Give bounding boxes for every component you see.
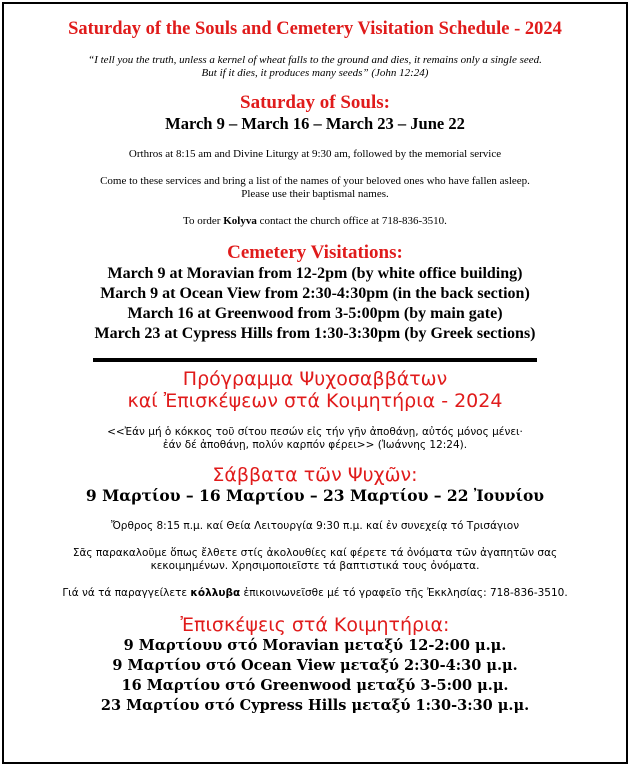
english-kolyva-order — [4, 215, 626, 228]
greek-quote-line-2: ἐάν δέ ἀποθάνῃ, πολύν καρπόν φέρει>> (Ἰωάννης 12:24). — [162, 439, 468, 451]
greek-page-title — [4, 368, 626, 412]
greek-title-line-2: καί Ἐπισκέψεων στά Κοιμητήρια - 2024 — [127, 390, 503, 412]
greek-saturday-of-souls-heading: Σάββατα τῶν Ψυχῶν: — [212, 464, 418, 486]
greek-order-prefix: Γιά νά τά παραγγείλετε — [62, 587, 191, 599]
english-order-prefix: To order — [183, 215, 224, 227]
english-service-times: Orthros at 8:15 am and Divine Liturgy at 9:30 am, followed by the memorial service — [128, 148, 502, 160]
greek-kolyva-order — [4, 587, 626, 600]
page-title: Saturday of the Souls and Cemetery Visitation Schedule - 2024 — [68, 19, 562, 39]
saturday-of-souls-dates: March 9 – March 16 – March 23 – June 22 — [165, 114, 465, 133]
greek-names-instruction — [4, 547, 626, 573]
english-visitation-list — [4, 264, 626, 344]
english-kolyva-word: Kolyva — [223, 215, 257, 227]
greek-names-line-1: Σᾶς παρακαλοῦμε ὅπως ἔλθετε στίς ἀκολουθίες καί φέρετε τά ὀνόματα τῶν ἀγαπητῶν σας — [72, 547, 558, 559]
section-divider — [93, 358, 537, 362]
english-order-suffix: contact the church office at 718-836-3510. — [256, 215, 447, 227]
english-visitation-item: March 23 at Cypress Hills from 1:30-3:30pm (by Greek sections) — [94, 325, 536, 342]
greek-visitation-list — [4, 636, 626, 716]
greek-service-times: Ὄρθρος 8:15 π.μ. καί Θεία Λειτουργία 9:30 π.μ. καί ἐν συνεχείᾳ τό Τρισάγιον — [110, 520, 520, 532]
greek-order-suffix: ἐπικοινωνεῖσθε μέ τό γραφεῖο τῆς Ἐκκλησίας: 718-836-3510. — [240, 587, 568, 599]
english-names-line-1: Come to these services and bring a list of the names of your beloved ones who have fallen asleep. — [100, 175, 530, 187]
english-visitation-item: March 9 at Ocean View from 2:30-4:30pm (in the back section) — [100, 285, 530, 302]
english-quote-line-2: But if it dies, it produces many seeds” (John 12:24) — [201, 67, 429, 79]
greek-quote-line-1: <<Ἐάν μή ὁ κόκκος τοῦ σίτου πεσών εἰς τήν γῆν ἀποθάνῃ, αὐτός μόνος μένει· — [107, 426, 523, 438]
greek-scripture-quote — [4, 426, 626, 452]
english-names-instruction — [4, 175, 626, 201]
greek-visitation-item: 9 Μαρτίου στό Ocean View μεταξύ 2:30-4:30 μ.μ. — [112, 657, 518, 674]
english-visitation-item: March 9 at Moravian from 12-2pm (by white office building) — [107, 265, 523, 282]
english-visitation-item: March 16 at Greenwood from 3-5:00pm (by main gate) — [127, 305, 503, 322]
english-names-line-2: Please use their baptismal names. — [241, 188, 389, 200]
schedule-flyer — [2, 2, 628, 764]
greek-saturday-of-souls-dates: 9 Μαρτίου – 16 Μαρτίου – 23 Μαρτίου – 22 Ἰουνίου — [85, 486, 545, 505]
greek-title-line-1: Πρόγραμμα Ψυχοσαββάτων — [182, 368, 448, 390]
english-quote-line-1: “I tell you the truth, unless a kernel of wheat falls to the ground and dies, it remains only a single seed. — [88, 54, 542, 66]
english-scripture-quote — [4, 54, 626, 80]
saturday-of-souls-heading: Saturday of Souls: — [240, 92, 390, 113]
greek-kolyva-word: κόλλυβα — [190, 587, 241, 599]
greek-names-line-2: κεκοιμημένων. Χρησιμοποιεῖστε τά βαπτιστικά τους ὀνόματα. — [150, 560, 480, 572]
greek-visitation-item: 23 Μαρτίου στό Cypress Hills μεταξύ 1:30-3:30 μ.μ. — [100, 697, 530, 714]
cemetery-visitations-heading: Cemetery Visitations: — [227, 242, 403, 263]
greek-visitation-item: 9 Μαρτίουυ στό Moravian μεταξύ 12-2:00 μ.μ. — [123, 637, 507, 654]
greek-visitation-item: 16 Μαρτίου στό Greenwood μεταξύ 3-5:00 μ.μ. — [121, 677, 509, 694]
greek-cemetery-visitations-heading: Ἐπισκέψεις στά Κοιμητήρια: — [180, 614, 450, 636]
